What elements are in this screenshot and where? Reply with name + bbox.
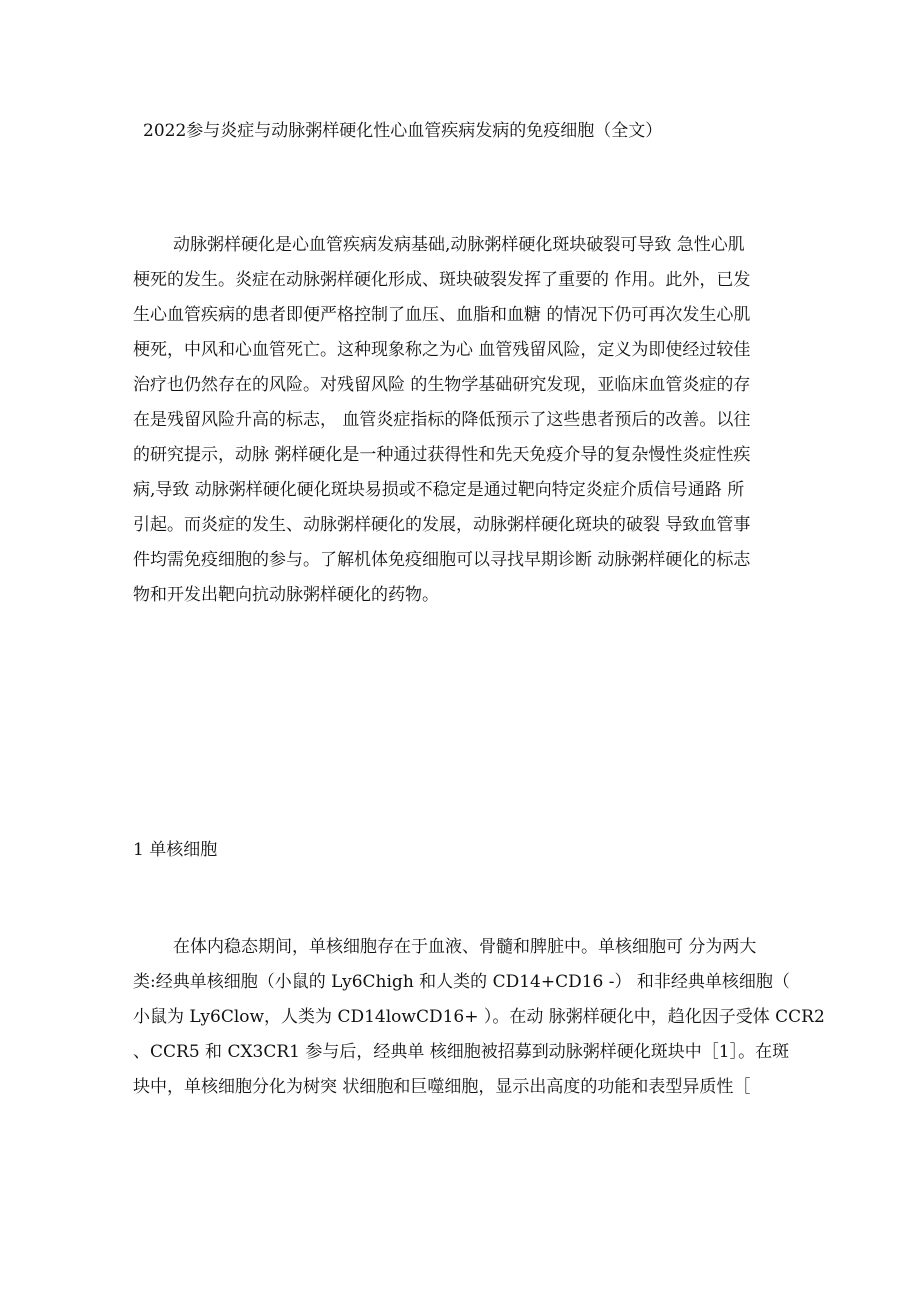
paragraph-line: 梗死，中风和心血管死亡。这种现象称之为心 血管残留风险，定义为即使经过较佳 bbox=[133, 340, 751, 360]
paragraph-line: 件均需免疫细胞的参与。了解机体免疫细胞可以寻找早期诊断 动脉粥样硬化的标志 bbox=[133, 550, 751, 570]
section1-paragraph bbox=[133, 930, 825, 1105]
paragraph-line: 在体内稳态期间，单核细胞存在于血液、骨髓和脾脏中。单核细胞可 分为两大 bbox=[173, 937, 757, 957]
paragraph-line: 生心血管疾病的患者即便严格控制了血压、血脂和血糖 的情况下仍可再次发生心肌 bbox=[133, 305, 751, 325]
document-title: 2022参与炎症与动脉粥样硬化性心血管疾病发病的免疫细胞（全文） bbox=[143, 121, 663, 141]
paragraph-line: 梗死的发生。炎症在动脉粥样硬化形成、斑块破裂发挥了重要的 作用。此外，已发 bbox=[133, 270, 751, 290]
paragraph-line: 的研究提示，动脉 粥样硬化是一种通过获得性和先天免疫介导的复杂慢性炎症性疾 bbox=[133, 445, 751, 465]
paragraph-line: 引起。而炎症的发生、动脉粥样硬化的发展，动脉粥样硬化斑块的破裂 导致血管事 bbox=[133, 515, 751, 535]
paragraph-line: 治疗也仍然存在的风险。对残留风险 的生物学基础研究发现，亚临床血管炎症的存 bbox=[133, 375, 751, 395]
paragraph-line: 、CCR5 和 CX3CR1 参与后，经典单 核细胞被招募到动脉粥样硬化斑块中［1］。在斑 bbox=[133, 1042, 790, 1062]
section-heading-monocytes: 1 单核细胞 bbox=[133, 840, 218, 860]
paragraph-line: 类:经典单核细胞（小鼠的 Ly6Chigh 和人类的 CD14+CD16 -） 和非经典单核细胞（ bbox=[133, 972, 790, 992]
intro-paragraph bbox=[133, 228, 813, 613]
paragraph-line: 块中，单核细胞分化为树突 状细胞和巨噬细胞，显示出高度的功能和表型异质性［ bbox=[133, 1077, 751, 1097]
paragraph-line: 小鼠为 Ly6Clow，人类为 CD14lowCD16+ ）。在动 脉粥样硬化中，趋化因子受体 CCR2 bbox=[133, 1007, 825, 1027]
paragraph-line: 物和开发出靶向抗动脉粥样硬化的药物。 bbox=[133, 585, 439, 605]
paragraph-line: 病,导致 动脉粥样硬化硬化斑块易损或不稳定是通过靶向特定炎症介质信号通路 所 bbox=[133, 480, 745, 500]
paragraph-line: 在是残留风险升高的标志， 血管炎症指标的降低预示了这些患者预后的改善。以往 bbox=[133, 410, 751, 430]
paragraph-line: 动脉粥样硬化是心血管疾病发病基础,动脉粥样硬化斑块破裂可导致 急性心肌 bbox=[173, 235, 745, 255]
